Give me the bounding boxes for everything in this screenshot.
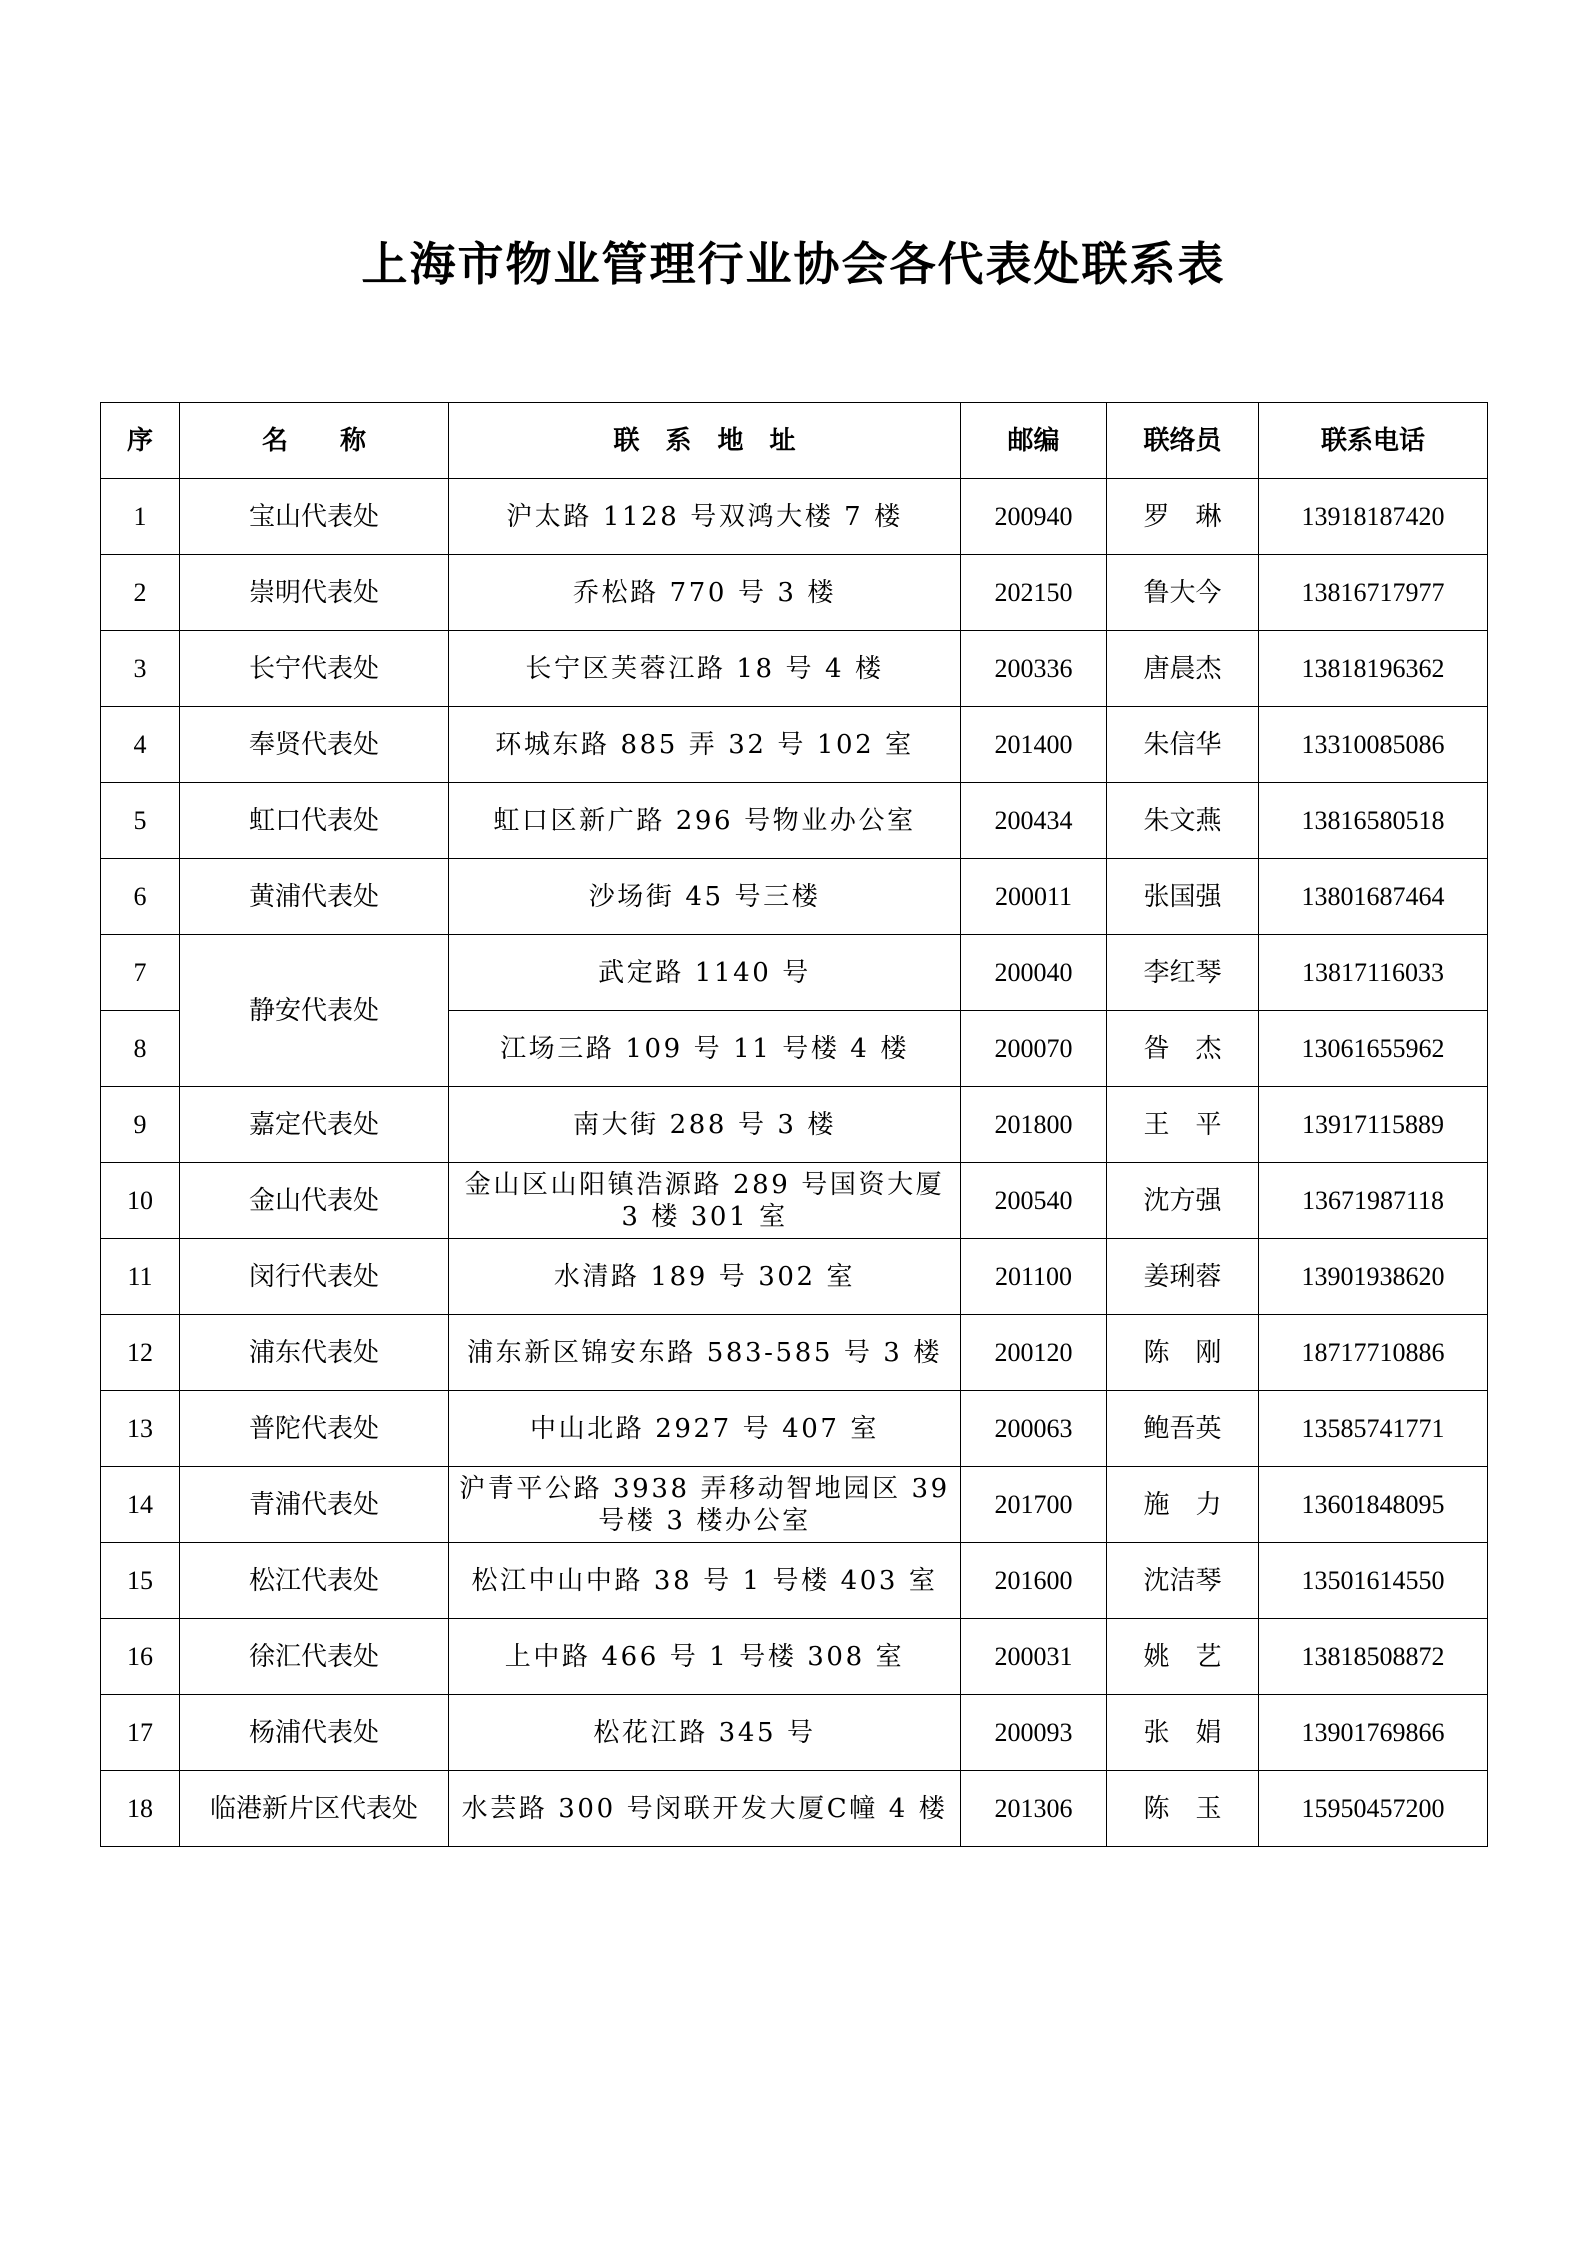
cell-zip: 201400 (961, 707, 1107, 783)
cell-zip: 200336 (961, 631, 1107, 707)
cell-name: 浦东代表处 (180, 1315, 449, 1391)
cell-no: 3 (101, 631, 180, 707)
cell-zip: 200070 (961, 1011, 1107, 1087)
cell-no: 16 (101, 1619, 180, 1695)
cell-person: 张国强 (1107, 859, 1259, 935)
table-row (101, 1087, 1488, 1163)
cell-phone: 18717710886 (1259, 1315, 1488, 1391)
cell-phone: 13601848095 (1259, 1467, 1488, 1543)
cell-phone: 13917115889 (1259, 1087, 1488, 1163)
cell-person: 鲁大今 (1107, 555, 1259, 631)
table-row (101, 1619, 1488, 1695)
cell-zip: 200940 (961, 479, 1107, 555)
cell-phone: 13501614550 (1259, 1543, 1488, 1619)
cell-no: 6 (101, 859, 180, 935)
cell-address: 江场三路 109 号 11 号楼 4 楼 (449, 1011, 961, 1087)
cell-phone: 13585741771 (1259, 1391, 1488, 1467)
header-address: 联 系 地 址 (449, 403, 961, 479)
cell-zip: 200011 (961, 859, 1107, 935)
cell-person: 陈 玉 (1107, 1771, 1259, 1847)
table-row (101, 1695, 1488, 1771)
cell-address: 沪青平公路 3938 弄移动智地园区 39 号楼 3 楼办公室 (449, 1467, 961, 1543)
cell-name: 金山代表处 (180, 1163, 449, 1239)
cell-phone: 13818508872 (1259, 1619, 1488, 1695)
cell-address: 沙场街 45 号三楼 (449, 859, 961, 935)
cell-zip: 201100 (961, 1239, 1107, 1315)
cell-zip: 200540 (961, 1163, 1107, 1239)
cell-zip: 200063 (961, 1391, 1107, 1467)
cell-no: 17 (101, 1695, 180, 1771)
cell-address: 环城东路 885 弄 32 号 102 室 (449, 707, 961, 783)
cell-name: 崇明代表处 (180, 555, 449, 631)
table-header-row (101, 403, 1488, 479)
cell-name: 松江代表处 (180, 1543, 449, 1619)
table-row (101, 935, 1488, 1011)
cell-phone: 13818196362 (1259, 631, 1488, 707)
cell-person: 沈洁琴 (1107, 1543, 1259, 1619)
table-row (101, 1543, 1488, 1619)
cell-zip: 201600 (961, 1543, 1107, 1619)
cell-name: 黄浦代表处 (180, 859, 449, 935)
table-row (101, 555, 1488, 631)
document-title: 上海市物业管理行业协会各代表处联系表 (361, 237, 1226, 291)
cell-no: 9 (101, 1087, 180, 1163)
cell-phone: 13817116033 (1259, 935, 1488, 1011)
cell-zip: 200040 (961, 935, 1107, 1011)
cell-person: 朱信华 (1107, 707, 1259, 783)
cell-no: 5 (101, 783, 180, 859)
cell-name: 普陀代表处 (180, 1391, 449, 1467)
cell-person: 罗 琳 (1107, 479, 1259, 555)
cell-no: 15 (101, 1543, 180, 1619)
cell-no: 18 (101, 1771, 180, 1847)
cell-phone: 13918187420 (1259, 479, 1488, 555)
cell-address: 松花江路 345 号 (449, 1695, 961, 1771)
cell-person: 施 力 (1107, 1467, 1259, 1543)
cell-phone: 13901938620 (1259, 1239, 1488, 1315)
cell-zip: 200031 (961, 1619, 1107, 1695)
contacts-table (100, 402, 1488, 1847)
cell-person: 陈 刚 (1107, 1315, 1259, 1391)
cell-name: 青浦代表处 (180, 1467, 449, 1543)
table-row (101, 1315, 1488, 1391)
header-zip: 邮编 (961, 403, 1107, 479)
cell-address: 武定路 1140 号 (449, 935, 961, 1011)
cell-address: 虹口区新广路 296 号物业办公室 (449, 783, 961, 859)
header-no: 序 (101, 403, 180, 479)
cell-name: 长宁代表处 (180, 631, 449, 707)
cell-address: 南大街 288 号 3 楼 (449, 1087, 961, 1163)
cell-address: 乔松路 770 号 3 楼 (449, 555, 961, 631)
cell-zip: 200120 (961, 1315, 1107, 1391)
cell-zip: 201700 (961, 1467, 1107, 1543)
cell-name: 静安代表处 (180, 935, 449, 1087)
cell-person: 王 平 (1107, 1087, 1259, 1163)
cell-address: 长宁区芙蓉江路 18 号 4 楼 (449, 631, 961, 707)
cell-no: 13 (101, 1391, 180, 1467)
table-row (101, 707, 1488, 783)
table-row (101, 1467, 1488, 1543)
header-phone: 联系电话 (1259, 403, 1488, 479)
cell-person: 昝 杰 (1107, 1011, 1259, 1087)
cell-name: 徐汇代表处 (180, 1619, 449, 1695)
table-row (101, 479, 1488, 555)
cell-no: 4 (101, 707, 180, 783)
cell-address: 中山北路 2927 号 407 室 (449, 1391, 961, 1467)
cell-zip: 202150 (961, 555, 1107, 631)
cell-phone: 13816717977 (1259, 555, 1488, 631)
table-row (101, 1239, 1488, 1315)
cell-person: 朱文燕 (1107, 783, 1259, 859)
table-row (101, 1391, 1488, 1467)
cell-address: 水清路 189 号 302 室 (449, 1239, 961, 1315)
cell-no: 14 (101, 1467, 180, 1543)
cell-zip: 200093 (961, 1695, 1107, 1771)
cell-phone: 13801687464 (1259, 859, 1488, 935)
cell-name: 闵行代表处 (180, 1239, 449, 1315)
cell-address: 上中路 466 号 1 号楼 308 室 (449, 1619, 961, 1695)
table-row (101, 859, 1488, 935)
cell-no: 10 (101, 1163, 180, 1239)
header-person: 联络员 (1107, 403, 1259, 479)
cell-person: 李红琴 (1107, 935, 1259, 1011)
cell-zip: 200434 (961, 783, 1107, 859)
cell-no: 1 (101, 479, 180, 555)
cell-address: 水芸路 300 号闵联开发大厦C幢 4 楼 (449, 1771, 961, 1847)
cell-phone: 13816580518 (1259, 783, 1488, 859)
cell-phone: 13901769866 (1259, 1695, 1488, 1771)
cell-phone: 13061655962 (1259, 1011, 1488, 1087)
cell-name: 临港新片区代表处 (180, 1771, 449, 1847)
cell-name: 奉贤代表处 (180, 707, 449, 783)
cell-no: 2 (101, 555, 180, 631)
cell-address: 浦东新区锦安东路 583-585 号 3 楼 (449, 1315, 961, 1391)
cell-address: 沪太路 1128 号双鸿大楼 7 楼 (449, 479, 961, 555)
cell-address: 松江中山中路 38 号 1 号楼 403 室 (449, 1543, 961, 1619)
cell-phone: 13671987118 (1259, 1163, 1488, 1239)
table-row (101, 631, 1488, 707)
cell-person: 姚 艺 (1107, 1619, 1259, 1695)
cell-no: 7 (101, 935, 180, 1011)
cell-person: 鲍吾英 (1107, 1391, 1259, 1467)
cell-phone: 13310085086 (1259, 707, 1488, 783)
cell-zip: 201800 (961, 1087, 1107, 1163)
cell-person: 姜琍蓉 (1107, 1239, 1259, 1315)
cell-zip: 201306 (961, 1771, 1107, 1847)
cell-person: 唐晨杰 (1107, 631, 1259, 707)
cell-no: 12 (101, 1315, 180, 1391)
cell-no: 8 (101, 1011, 180, 1087)
cell-person: 沈方强 (1107, 1163, 1259, 1239)
cell-phone: 15950457200 (1259, 1771, 1488, 1847)
table-row (101, 783, 1488, 859)
header-name: 名 称 (180, 403, 449, 479)
table-row (101, 1771, 1488, 1847)
table-row (101, 1163, 1488, 1239)
cell-no: 11 (101, 1239, 180, 1315)
cell-name: 嘉定代表处 (180, 1087, 449, 1163)
cell-address: 金山区山阳镇浩源路 289 号国资大厦 3 楼 301 室 (449, 1163, 961, 1239)
cell-person: 张 娟 (1107, 1695, 1259, 1771)
cell-name: 虹口代表处 (180, 783, 449, 859)
cell-name: 宝山代表处 (180, 479, 449, 555)
cell-name: 杨浦代表处 (180, 1695, 449, 1771)
